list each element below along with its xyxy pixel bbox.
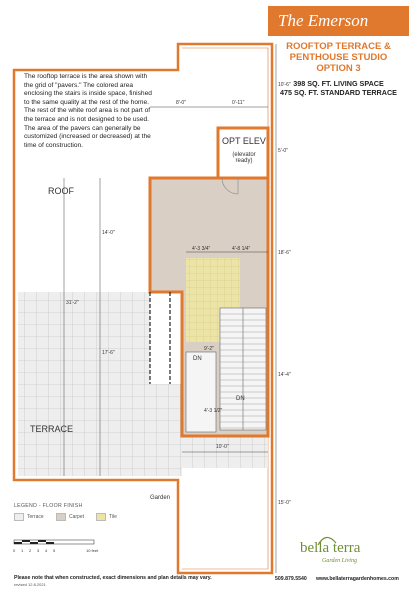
scale-tick-2: 2 [29, 548, 32, 553]
website-link[interactable]: www.bellaterragardenhomes.com [316, 576, 399, 582]
stair-down-label-1: DN [193, 356, 202, 362]
terrace-swatch [14, 513, 24, 521]
terrace-note: The rooftop terrace is the area shown with the grid of "pavers." The colored area enclosing the stairs is inside space, finished to the same quality at the rest of the home. The rest of the white roof area is not part of the terrace and is not designed to be used. The area of the pavers can generally be customized (increased or decreased) at the time of construction. [24, 73, 152, 149]
terrace-label: TERRACE [30, 424, 74, 434]
scale-tick-4: 4 [45, 548, 48, 553]
dim-left-1: 14'-0" [102, 230, 115, 236]
tile-swatch [96, 513, 106, 521]
dim-left-2: 31'-2" [66, 300, 79, 306]
scale-tick-0: 0 [13, 548, 16, 553]
dim-right-4: 14'-4" [278, 372, 291, 378]
scale-block [22, 540, 30, 542]
legend-item-terrace: Terrace [14, 513, 44, 521]
plan-subtitle: ROOFTOP TERRACE & PENTHOUSE STUDIO OPTION 3 [286, 41, 391, 74]
terrace-stat: 475 SQ. FT. STANDARD TERRACE [280, 88, 397, 97]
dim-top-left: 8'-0" [176, 100, 186, 106]
carpet-swatch [56, 513, 66, 521]
scale-block [38, 540, 46, 542]
plan-title: The Emerson [278, 11, 369, 30]
scale-tick-10: 10 feet [86, 548, 99, 553]
dim-right-3: 18'-6" [278, 250, 291, 256]
scale-tick-3: 3 [37, 548, 40, 553]
scale-block [46, 542, 54, 544]
dim-stair-1: 9'-2" [204, 346, 214, 352]
bella-terra-logo: bella terra [300, 540, 361, 556]
legend-item-carpet: Carpet [56, 513, 84, 521]
opt-elev-label: OPT ELEV [222, 136, 266, 146]
dim-stair-2: 4'-3 1/2" [204, 408, 223, 414]
legend-title: LEGEND - FLOOR FINISH [14, 503, 83, 509]
logo-tagline: Garden Living [322, 558, 357, 564]
dim-right-1: 10'-6" [278, 82, 291, 88]
legend-item-tile: Tile [96, 513, 117, 521]
dim-right-2: 5'-0" [278, 148, 288, 154]
dim-inner-2: 4'-8 1/4" [232, 246, 251, 252]
scale-tick-1: 1 [21, 548, 24, 553]
lower-stair [186, 352, 216, 432]
dim-bottom: 10'-0" [216, 444, 229, 450]
scale-block [14, 542, 22, 544]
elevator-note: (elevator ready) [232, 152, 256, 164]
stairs [220, 308, 266, 430]
scale-tick-5: 5 [53, 548, 56, 553]
roof-label: ROOF [48, 186, 74, 196]
scale-block [30, 542, 38, 544]
disclaimer: Please note that when constructed, exact dimensions and plan details may vary. [14, 575, 212, 581]
stair-down-label-2: DN [236, 396, 245, 402]
dim-inner-1: 4'-3 3/4" [192, 246, 211, 252]
dim-left-3: 17'-6" [102, 350, 115, 356]
phone-number: 509.879.5540 [275, 576, 307, 582]
garden-label: Garden [150, 495, 171, 501]
dim-right-5: 15'-0" [278, 500, 291, 506]
living-space-stat: 398 SQ. FT. LIVING SPACE [293, 79, 384, 88]
revised-date: revised 12.8.2021 [14, 582, 46, 587]
dim-top-right: 0'-11" [232, 100, 245, 106]
